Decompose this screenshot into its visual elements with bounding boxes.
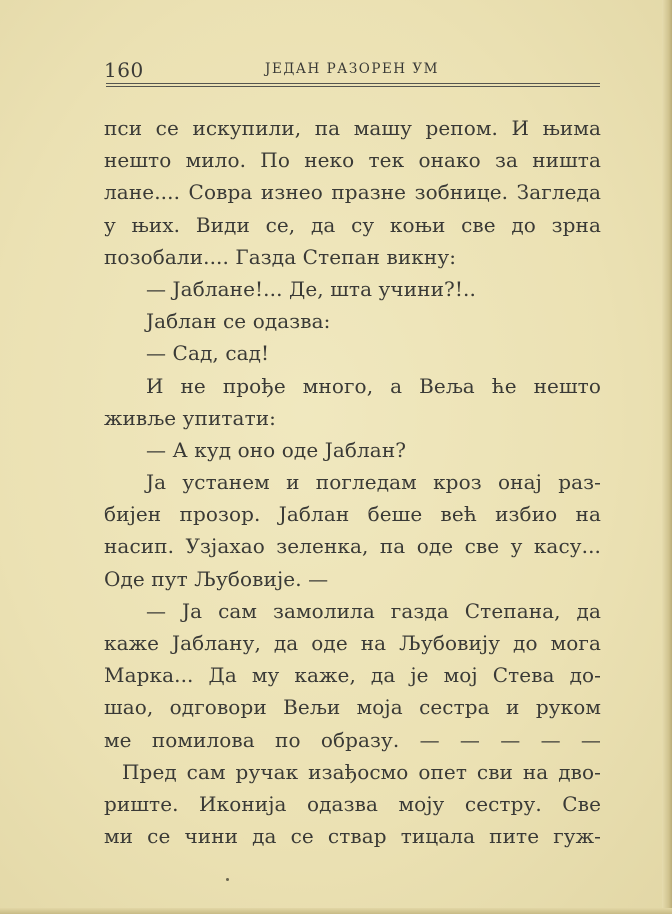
text-line: — Сад, сад! — [146, 341, 270, 366]
text-line: И не прође много, а Веља ће нешто — [146, 373, 601, 398]
text-line: — А куд оно оде Јаблан? — [146, 437, 407, 462]
text-line: Оде пут Љубовије. — — [104, 566, 329, 591]
text-line: ми се чини да се ствар тицала пите гуж- — [104, 824, 601, 849]
text-line: ме помилова по образу. — — — — — — [104, 727, 601, 752]
text-line: живље упитати: — [104, 405, 276, 430]
ink-speck — [226, 878, 229, 881]
text-line: шао, одговори Вељи моја сестра и руком — [104, 695, 601, 720]
text-line: риште. Иконија одазва моју сестру. Све — [104, 791, 601, 816]
header-rule — [106, 83, 600, 84]
text-line: пси се искупили, па машу репом. И њима — [104, 116, 601, 140]
text-line: нешто мило. По неко тек онако за ништа — [104, 148, 601, 173]
text-line: Ја устанем и погледам кроз онај раз- — [146, 470, 601, 495]
text-line: — Јаблане!... Де, шта учини?!.. — [146, 276, 476, 301]
text-line: Марка... Да му каже, да је мој Стева до- — [104, 663, 601, 688]
text-line: у њих. Види се, да су коњи све до зрна — [104, 212, 601, 237]
body-text — [104, 112, 601, 852]
page-bottom-edge — [0, 908, 672, 914]
page-number: 160 — [104, 58, 144, 82]
header-rule-double — [106, 86, 600, 87]
text-line: Јаблан се одазва: — [146, 309, 331, 334]
text-line: — Ја сам замолила газда Степана, да — [146, 598, 601, 623]
text-line: лане.... Совра изнео празне зобнице. Загледа — [104, 180, 601, 205]
running-title: ЈЕДАН РАЗОРЕН УМ — [265, 61, 439, 77]
text-line: насип. Узјахао зеленка, па оде све у касу... — [104, 534, 601, 559]
text-line: бијен прозор. Јаблан беше већ избио на — [104, 502, 601, 527]
page-header — [104, 58, 600, 82]
text-line: каже Јаблану, да оде на Љубовију до мога — [104, 631, 601, 655]
text-line: позобали.... Газда Степан викну: — [104, 244, 457, 269]
page-edge-shadow — [662, 0, 672, 914]
text-line: Пред сам ручак изађосмо опет сви на дво- — [122, 759, 601, 784]
